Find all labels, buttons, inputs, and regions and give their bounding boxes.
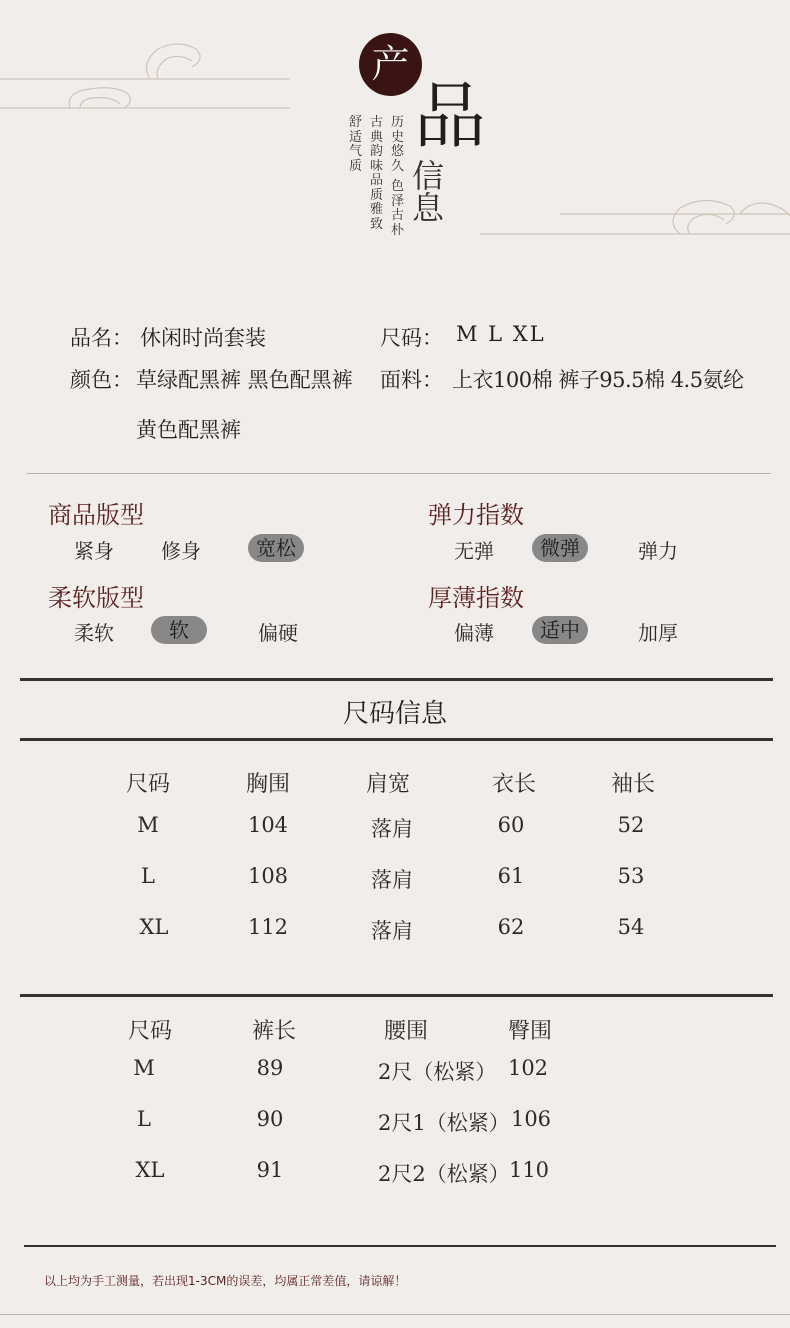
product-char-circle: 产: [359, 33, 422, 96]
attr-thickness-option-thin: 偏薄: [454, 621, 494, 645]
attr-fit-option-slim: 修身: [161, 539, 201, 563]
table-header: 袖长: [610, 772, 655, 797]
table-cell: L: [137, 1107, 151, 1131]
table-cell: M: [137, 813, 159, 837]
color-label: 颜色：: [70, 368, 133, 392]
divider: [20, 994, 773, 997]
color-value: 草绿配黑裤 黑色配黑裤: [136, 368, 353, 392]
attr-soft-option-hard: 偏硬: [258, 621, 298, 645]
table-cell: 2尺（松紧）: [378, 1060, 497, 1084]
divider: [20, 678, 773, 681]
info-chars: 信息: [412, 157, 445, 227]
slogan-column-1b: 色泽古朴: [391, 179, 405, 238]
table-header: 腰围: [383, 1019, 428, 1044]
table-header: 裤长: [251, 1019, 296, 1044]
attr-stretch-option-slight-selected: 微弹: [532, 534, 588, 562]
table-header: 衣长: [491, 772, 536, 797]
table-cell: 落肩: [371, 919, 413, 943]
table-cell: 89: [256, 1056, 284, 1080]
table-cell: M: [133, 1056, 155, 1080]
table-cell: 61: [497, 864, 525, 888]
attr-thickness-option-thick: 加厚: [638, 621, 678, 645]
attr-stretch-title: 弹力指数: [428, 501, 524, 529]
table-cell: 108: [247, 864, 289, 888]
size-value: M L XL: [456, 322, 546, 346]
fabric-value: 上衣100棉 裤子95.5棉 4.5氨纶: [452, 368, 744, 392]
table-header: 尺码: [127, 1019, 172, 1044]
attr-soft-option-soft: 柔软: [74, 621, 114, 645]
divider: [24, 1245, 776, 1247]
table-cell: 54: [617, 915, 645, 939]
table-cell: 52: [617, 813, 645, 837]
product-big-char: 品: [414, 74, 485, 158]
table-cell: 62: [497, 915, 525, 939]
attr-thickness-option-medium-selected: 适中: [532, 616, 588, 644]
attr-stretch-option-stretch: 弹力: [638, 539, 678, 563]
slogan-column-3: 舒适气质: [349, 115, 363, 174]
attr-stretch-option-none: 无弹: [454, 539, 494, 563]
table-header: 肩宽: [365, 772, 410, 797]
slogan-column-2: 古典韵味品质雅致: [370, 115, 384, 232]
table-cell: 91: [256, 1158, 284, 1182]
table-cell: L: [141, 864, 155, 888]
color-value-extra: 黄色配黑裤: [136, 418, 241, 442]
attr-thickness-title: 厚薄指数: [428, 584, 524, 612]
table-cell: XL: [139, 915, 169, 939]
table-cell: 2尺2（松紧）: [378, 1162, 510, 1186]
fabric-label: 面料：: [380, 368, 443, 392]
measurement-footnote: 以上均为手工测量，若出现1-3CM的误差，均属正常差值，请谅解！: [44, 1274, 407, 1288]
table-cell: 90: [256, 1107, 284, 1131]
table-header: 尺码: [125, 772, 170, 797]
table-cell: XL: [135, 1158, 165, 1182]
table-cell: 落肩: [371, 817, 413, 841]
table-cell: 102: [507, 1056, 549, 1080]
table-cell: 112: [247, 915, 289, 939]
attr-soft-title: 柔软版型: [48, 584, 144, 612]
attr-fit-option-tight: 紧身: [74, 539, 114, 563]
attr-fit-option-loose-selected: 宽松: [248, 534, 304, 562]
size-section-title: 尺码信息: [342, 699, 447, 729]
table-cell: 2尺1（松紧）: [378, 1111, 510, 1135]
table-cell: 104: [247, 813, 289, 837]
name-value: 休闲时尚套装: [140, 326, 266, 350]
size-label: 尺码：: [380, 326, 443, 350]
divider: [20, 738, 773, 741]
table-header: 臀围: [507, 1019, 552, 1044]
attr-soft-option-medium-selected: 软: [151, 616, 207, 644]
table-cell: 60: [497, 813, 525, 837]
table-cell: 落肩: [371, 868, 413, 892]
divider: [0, 1314, 790, 1315]
table-cell: 110: [508, 1158, 550, 1182]
table-cell: 53: [617, 864, 645, 888]
slogan-column-1a: 历史悠久: [391, 115, 405, 174]
attr-fit-title: 商品版型: [48, 501, 144, 529]
name-label: 品名：: [70, 326, 133, 350]
table-header: 胸围: [245, 772, 290, 797]
table-cell: 106: [510, 1107, 552, 1131]
divider: [27, 473, 771, 474]
